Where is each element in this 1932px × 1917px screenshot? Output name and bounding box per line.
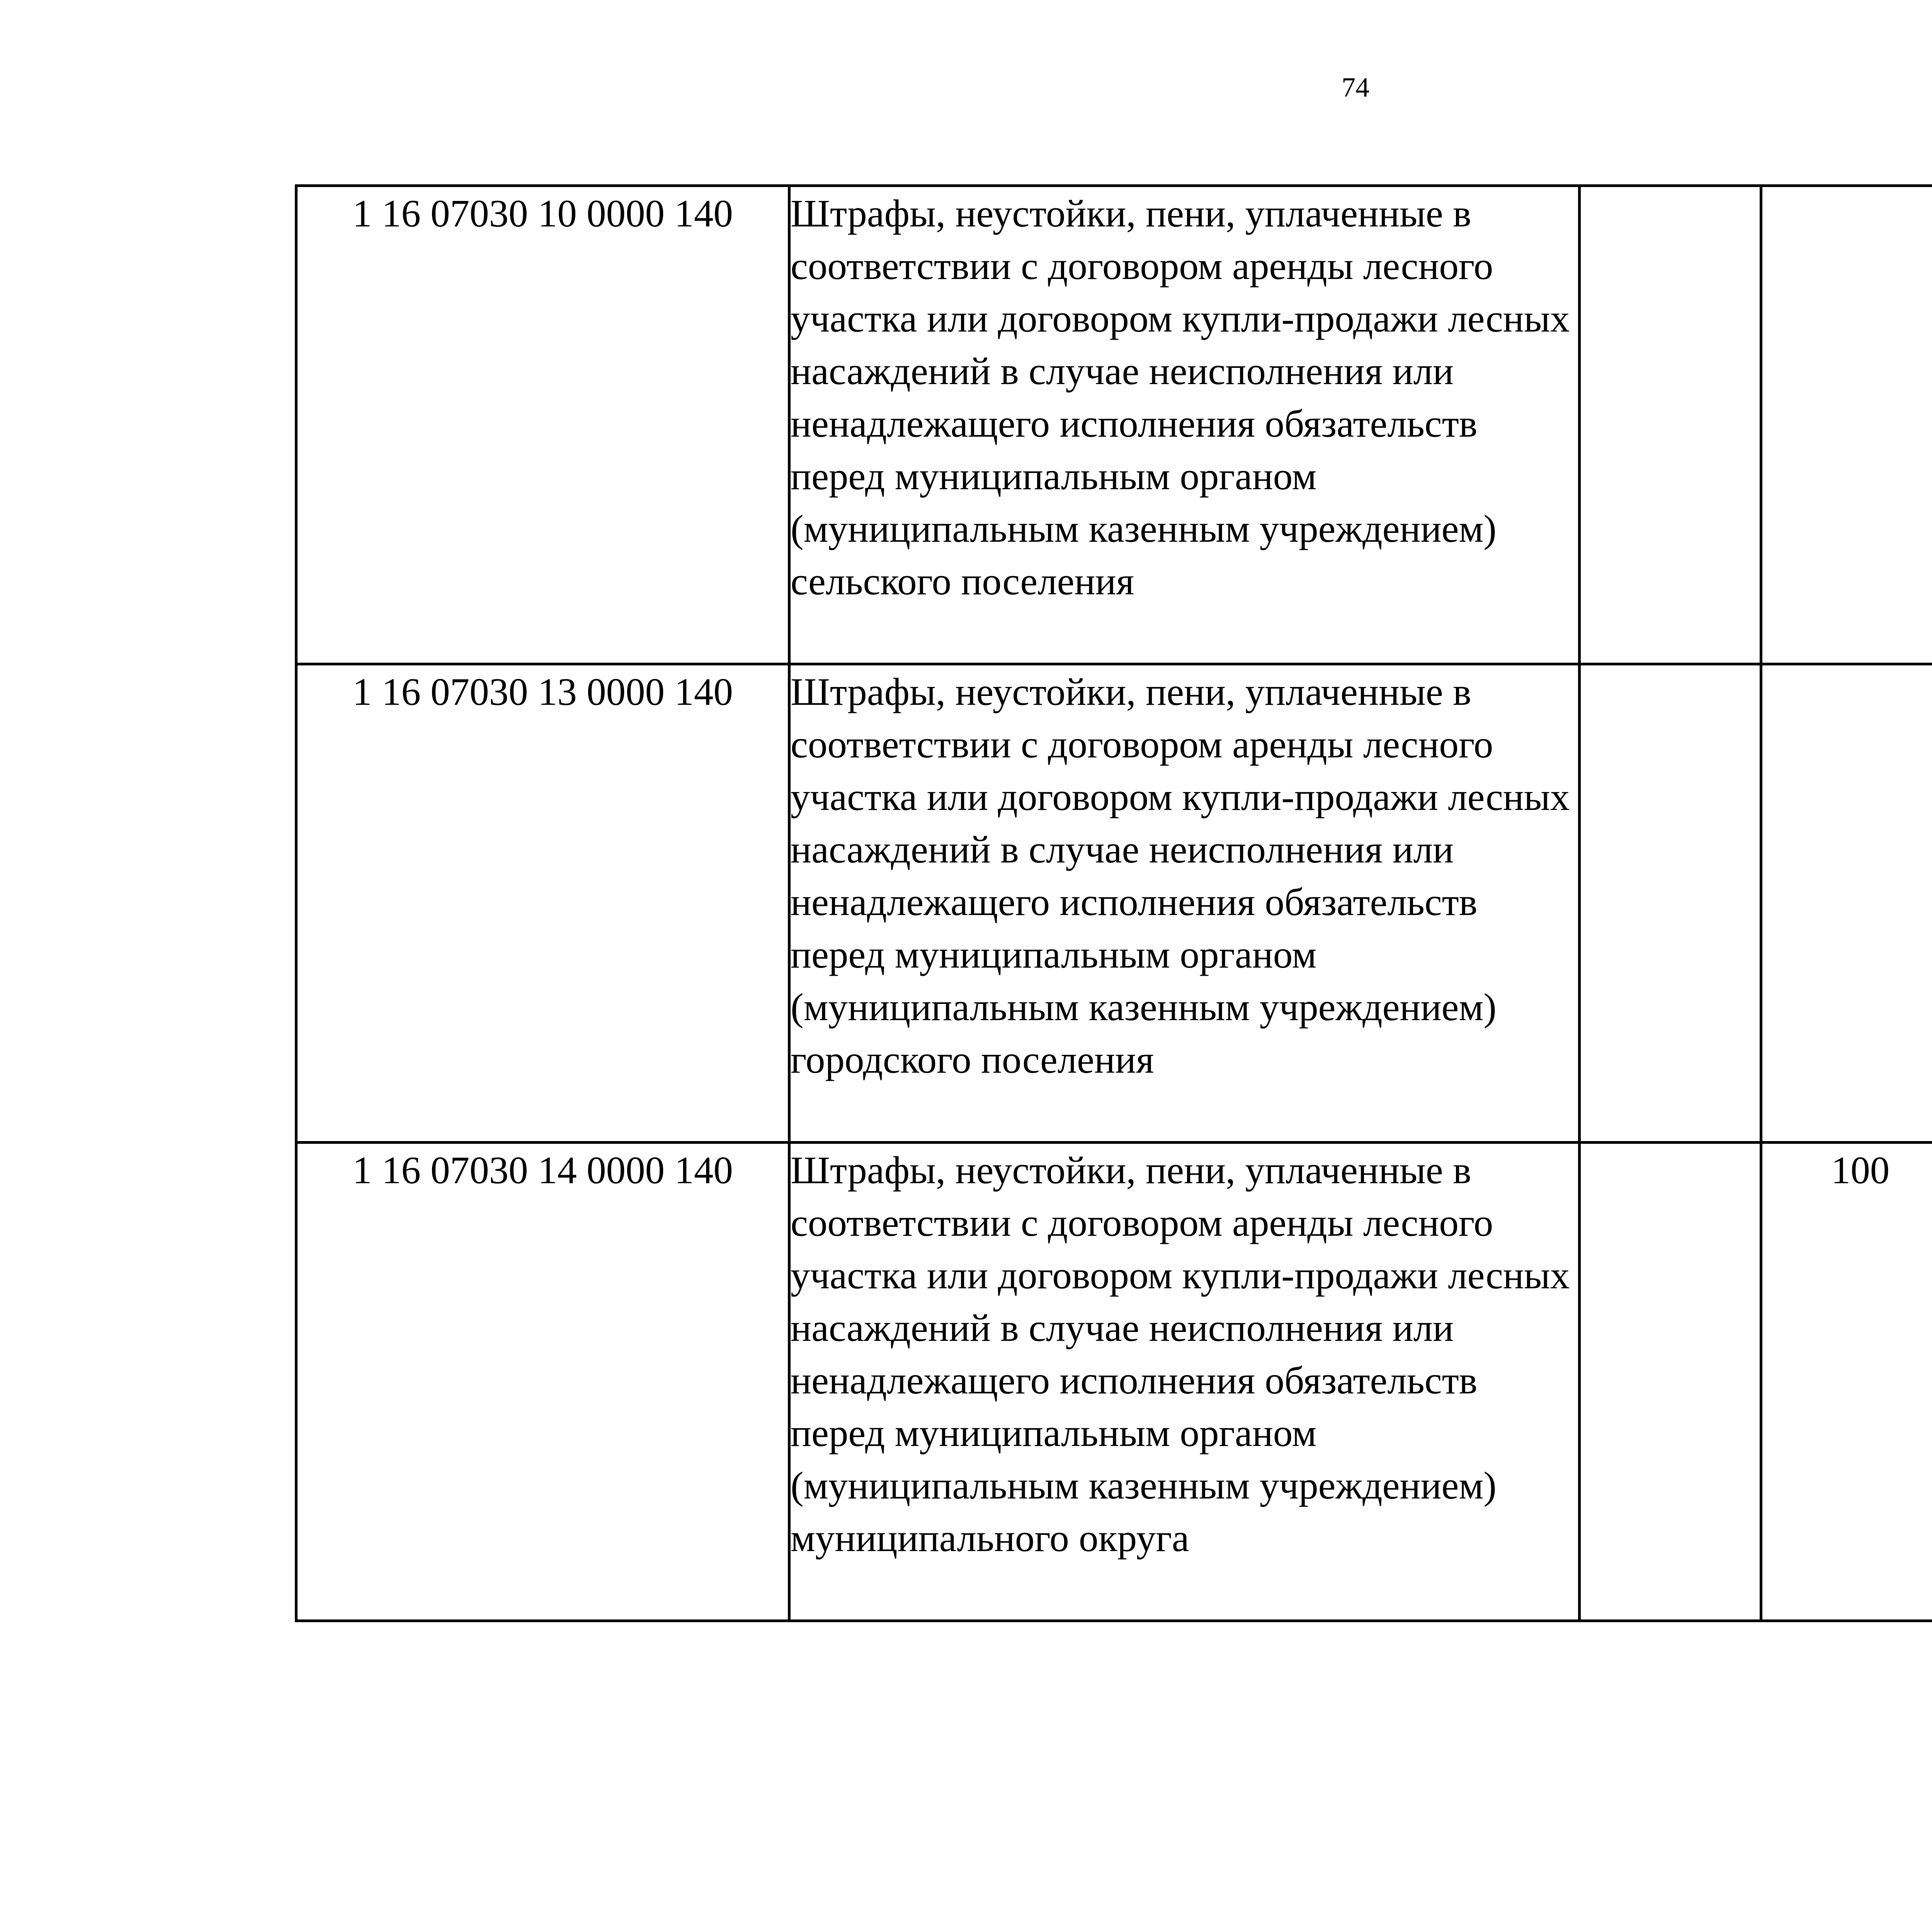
value-cell: 100 (1761, 1143, 1932, 1621)
value-cell (1580, 664, 1761, 1143)
revenue-table (295, 184, 1932, 1622)
value-cell (1580, 1143, 1761, 1621)
revenue-description: Штрафы, неустойки, пени, уплаченные в соответствии с договором аренды лесного участка или договором купли-продажи лесных насаждений в случае неисполнения или ненадлежащего исполнения обязательств перед муниципальным органом (муниципальным казенным учреждением) городского поселения (789, 664, 1580, 1143)
page-number: 74 (1342, 72, 1369, 103)
revenue-description: Штрафы, неустойки, пени, уплаченные в соответствии с договором аренды лесного участка или договором купли-продажи лесных насаждений в случае неисполнения или ненадлежащего исполнения обязательств перед муниципальным органом (муниципальным казенным учреждением) сельского поселения (789, 186, 1580, 664)
value-cell (1580, 186, 1761, 664)
table-row (296, 664, 1932, 1143)
table-row (296, 1143, 1932, 1621)
classification-code: 1 16 07030 13 0000 140 (296, 664, 789, 1143)
revenue-description: Штрафы, неустойки, пени, уплаченные в соответствии с договором аренды лесного участка или договором купли-продажи лесных насаждений в случае неисполнения или ненадлежащего исполнения обязательств перед муниципальным органом (муниципальным казенным учреждением) муниципального округа (789, 1143, 1580, 1621)
value-cell (1761, 186, 1932, 664)
classification-code: 1 16 07030 14 0000 140 (296, 1143, 789, 1621)
table-row (296, 186, 1932, 664)
classification-code: 1 16 07030 10 0000 140 (296, 186, 789, 664)
value-cell (1761, 664, 1932, 1143)
